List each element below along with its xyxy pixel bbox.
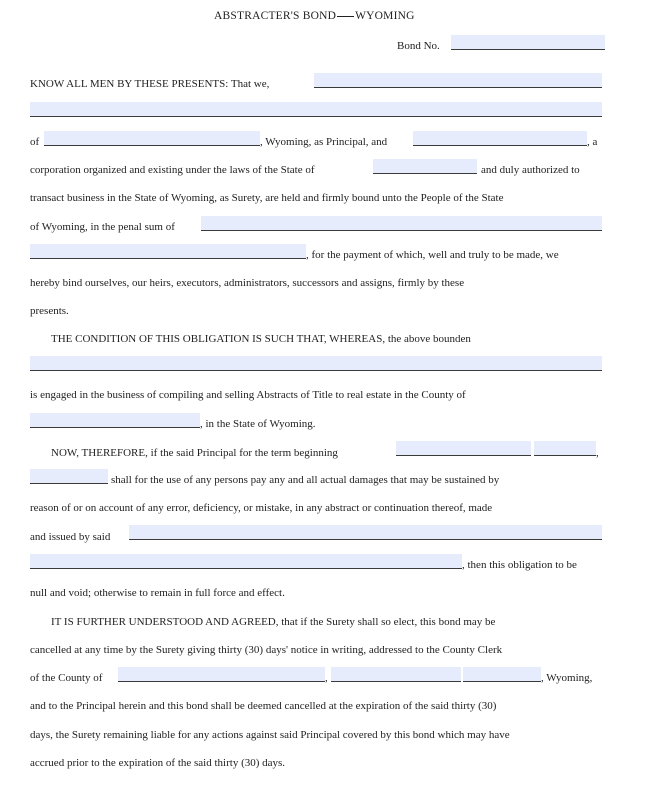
term-begin-date-field[interactable] <box>396 441 531 456</box>
bounden-name-field[interactable] <box>30 356 602 371</box>
county-of-text: of the County of <box>30 672 103 684</box>
county-comma: , <box>325 672 328 684</box>
title-left: ABSTRACTER'S BOND <box>214 10 337 22</box>
corporation-text: corporation organized and existing under the laws of the State of <box>30 164 315 176</box>
surety-liable-text: days, the Surety remaining liable for any actions against said Principal covered by this bond which may have <box>30 729 510 741</box>
penal-sum-field[interactable] <box>201 216 602 231</box>
issued-by-cont-field[interactable] <box>30 554 462 569</box>
cancelled-text: cancelled at any time by the Surety giving thirty (30) days' notice in writing, addressed to the County Clerk <box>30 644 503 656</box>
as-principal-text: , Wyoming, as Principal, and <box>260 136 388 148</box>
surety-state-field[interactable] <box>373 159 477 174</box>
principal-name-cont-field[interactable] <box>30 102 602 117</box>
condition-text: THE CONDITION OF THIS OBLIGATION IS SUCH THAT, WHEREAS, the above bounden <box>51 333 471 345</box>
principal-herein-text: and to the Principal herein and this bond shall be deemed cancelled at the expiration of the said thirty (30) <box>30 700 497 712</box>
duly-authorized-text: and duly authorized to <box>481 164 580 176</box>
clerk-county-field[interactable] <box>118 667 325 682</box>
shall-pay-text: shall for the use of any persons pay any and all actual damages that may be sustained by <box>111 474 500 486</box>
bond-no-label: Bond No. <box>397 40 440 52</box>
wyoming-text: , Wyoming, <box>541 672 593 684</box>
issued-by-field[interactable] <box>129 525 602 540</box>
bond-no-field[interactable] <box>451 35 605 50</box>
clerk-county-2-field[interactable] <box>331 667 461 682</box>
title-right: WYOMING <box>355 10 415 22</box>
penal-sum-cont-field[interactable] <box>30 244 306 259</box>
of-label: of <box>30 136 40 148</box>
further-understood-text: IT IS FURTHER UNDERSTOOD AND AGREED, that if the Surety shall so elect, this bond may be <box>51 616 496 628</box>
null-void-text: null and void; otherwise to remain in full force and effect. <box>30 587 285 599</box>
principal-city-field[interactable] <box>44 131 260 146</box>
county-field[interactable] <box>30 413 200 428</box>
reason-text: reason of or on account of any error, deficiency, or mistake, in any abstract or continuation thereof, made <box>30 502 493 514</box>
term-comma: , <box>596 447 599 459</box>
a-text: , a <box>587 136 598 148</box>
penal-sum-text: of Wyoming, in the penal sum of <box>30 221 175 233</box>
then-obligation-text: , then this obligation to be <box>462 559 577 571</box>
bind-ourselves-text: hereby bind ourselves, our heirs, executors, administrators, successors and assigns, firmly by these <box>30 277 465 289</box>
principal-name-field[interactable] <box>314 73 602 88</box>
state-of-wyoming-text: , in the State of Wyoming. <box>200 418 316 430</box>
title-dash <box>337 16 354 17</box>
term-begin-cont-field[interactable] <box>30 469 108 484</box>
accrued-text: accrued prior to the expiration of the said thirty (30) days. <box>30 757 286 769</box>
now-therefore-text: NOW, THEREFORE, if the said Principal for the term beginning <box>51 447 338 459</box>
know-all-men-text: KNOW ALL MEN BY THESE PRESENTS: That we, <box>30 78 270 90</box>
term-begin-year-field[interactable] <box>534 441 596 456</box>
issued-by-text: and issued by said <box>30 531 111 543</box>
clerk-county-3-field[interactable] <box>463 667 541 682</box>
transact-business-text: transact business in the State of Wyoming, as Surety, are held and firmly bound unto the People of the State <box>30 192 504 204</box>
payment-text: , for the payment of which, well and truly to be made, we <box>306 249 559 261</box>
document-title <box>214 10 415 23</box>
engaged-text: is engaged in the business of compiling and selling Abstracts of Title to real estate in the County of <box>30 389 466 401</box>
presents-text: presents. <box>30 305 69 317</box>
surety-name-field[interactable] <box>413 131 587 146</box>
